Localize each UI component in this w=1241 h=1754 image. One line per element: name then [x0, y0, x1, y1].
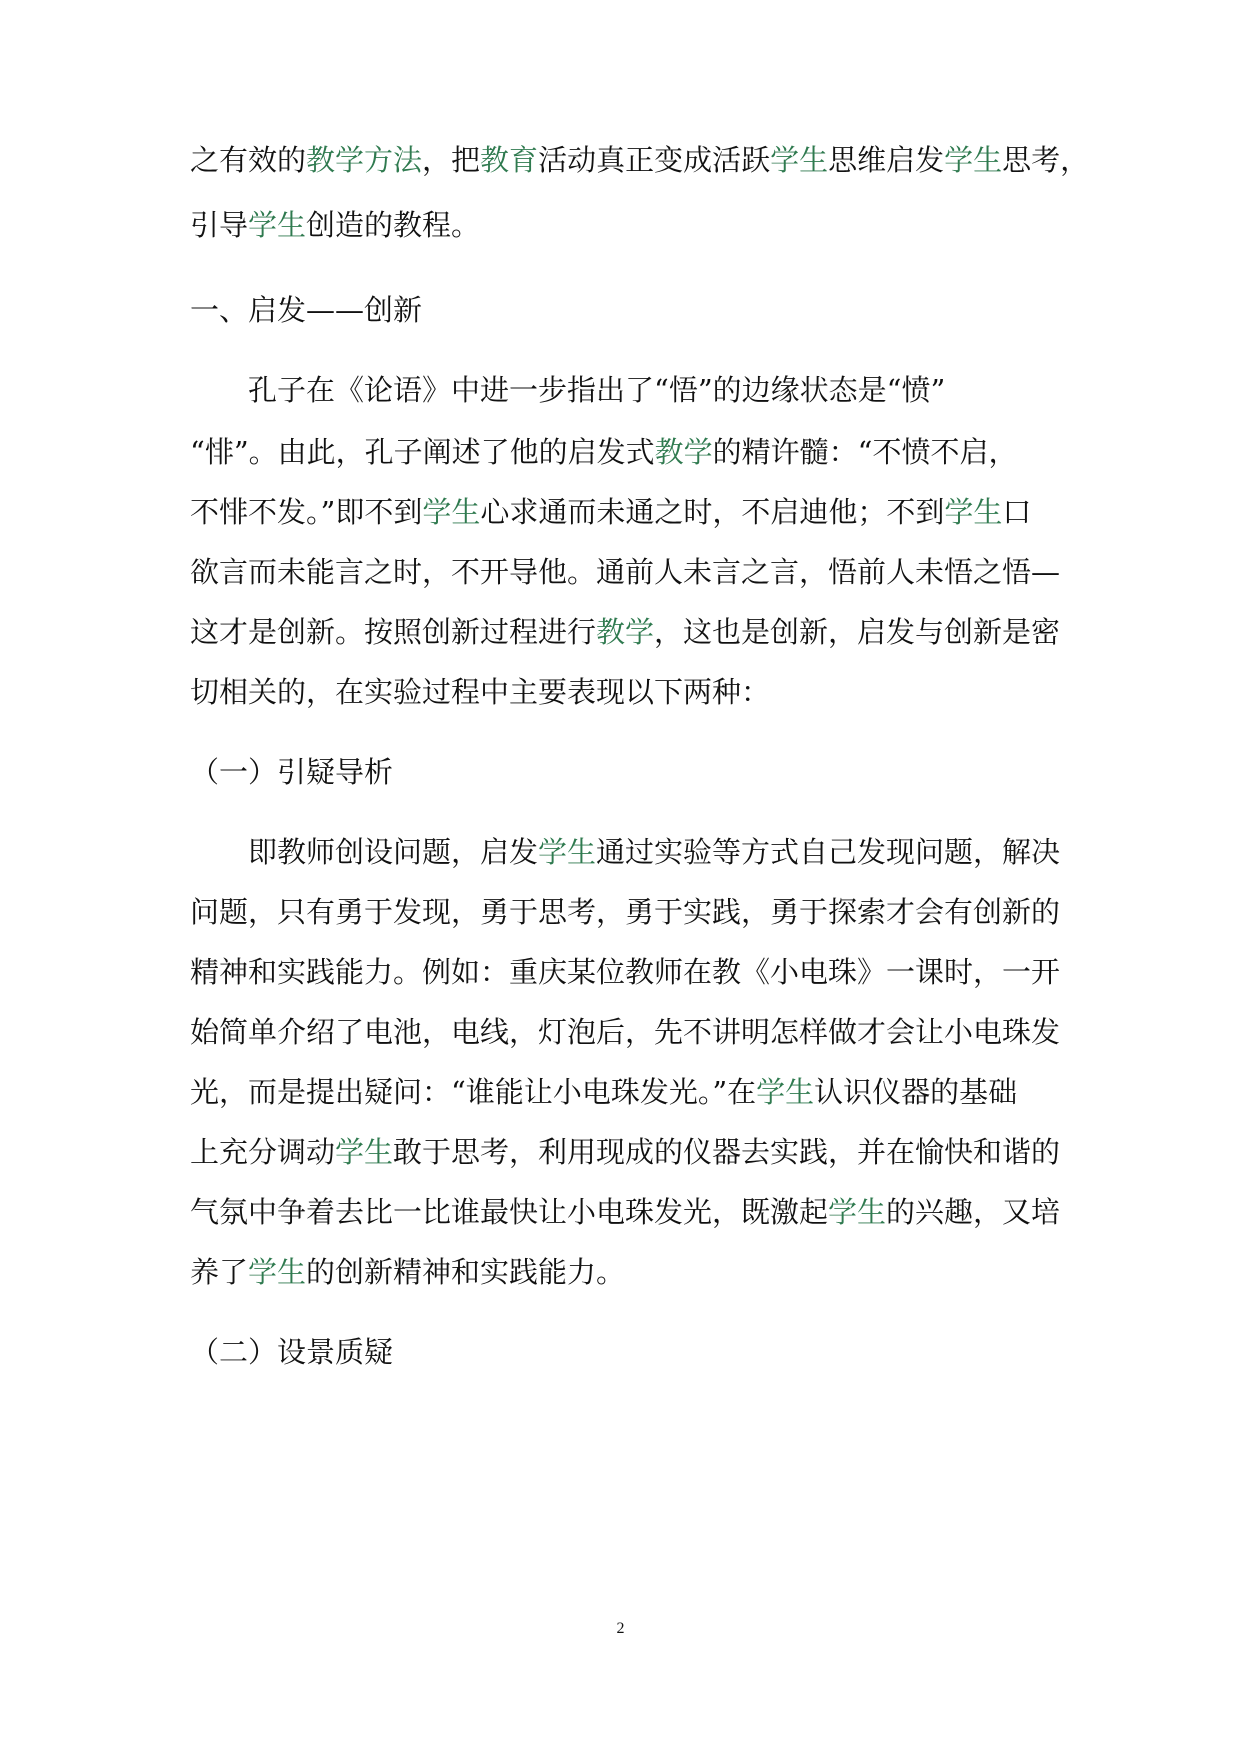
paragraph-line: [190, 1132, 1070, 1172]
section-heading: [190, 290, 1070, 330]
text-segment: 的兴趣，又培: [886, 1195, 1061, 1229]
paragraph-line: [190, 832, 1070, 872]
text-segment: 口: [1002, 495, 1032, 529]
paragraph-line: [190, 892, 1070, 932]
text-segment: 引导: [190, 208, 249, 242]
text-segment: 之有效的: [190, 143, 307, 177]
paragraph-line: [190, 140, 1090, 180]
paragraph-line: [190, 552, 1070, 592]
paragraph-line: [190, 370, 1070, 410]
text-segment: 即教师创设问题，启发: [190, 835, 539, 869]
paragraph-line: [190, 1072, 1070, 1112]
text-segment: （一）引疑导析: [190, 755, 394, 789]
text-segment: 活动真正变成活跃: [538, 143, 771, 177]
text-segment: 一、启发——创新: [190, 293, 423, 327]
text-segment: 认识仪器的基础: [814, 1075, 1018, 1109]
text-segment: 思考，: [1002, 143, 1090, 177]
paragraph-line: [190, 952, 1070, 992]
highlighted-term: 学生: [944, 143, 1003, 177]
text-segment: 敢于思考，利用现成的仪器去实践，并在愉快和谐的: [393, 1135, 1061, 1169]
text-segment: 不悱不发。”即不到: [190, 495, 423, 529]
text-segment: 欲言而未能言之时，不开导他。通前人未言之言，悟前人未悟之悟—: [190, 555, 1061, 589]
text-segment: 这才是创新。按照创新过程进行: [190, 615, 597, 649]
text-segment: 切相关的，在实验过程中主要表现以下两种：: [190, 675, 771, 709]
highlighted-term: 学生: [335, 1135, 394, 1169]
text-segment: 心求通而未通之时，不启迪他；不到: [480, 495, 945, 529]
text-segment: 的精许髓：“不愤不启，: [712, 435, 1018, 469]
text-segment: 精神和实践能力。例如：重庆某位教师在教《小电珠》一课时，一开: [190, 955, 1061, 989]
text-segment: 始简单介绍了电池，电线，灯泡后，先不讲明怎样做才会让小电珠发: [190, 1015, 1061, 1049]
text-segment: 创造的教程。: [306, 208, 481, 242]
paragraph-line: [190, 1252, 1070, 1292]
text-segment: “悱”。由此，孔子阐述了他的启发式: [190, 435, 655, 469]
highlighted-term: 学生: [756, 1075, 815, 1109]
text-segment: ，把: [422, 143, 481, 177]
text-segment: （二）设景质疑: [190, 1335, 394, 1369]
text-segment: 通过实验等方式自己发现问题，解决: [596, 835, 1061, 869]
paragraph-line: [190, 1012, 1070, 1052]
highlighted-term: 学生: [248, 208, 307, 242]
highlighted-term: 教学: [654, 435, 713, 469]
highlighted-term: 学生: [422, 495, 481, 529]
paragraph-line: [190, 672, 1070, 712]
text-segment: 光，而是提出疑问：“谁能让小电珠发光。”在: [190, 1075, 757, 1109]
text-segment: 孔子在《论语》中进一步指出了“悟”的边缘状态是“愤”: [190, 373, 946, 407]
text-segment: 上充分调动: [190, 1135, 336, 1169]
highlighted-term: 学生: [828, 1195, 887, 1229]
highlighted-term: 教育: [480, 143, 539, 177]
highlighted-term: 教学: [596, 615, 655, 649]
text-segment: 养了: [190, 1255, 249, 1289]
paragraph-line: [190, 432, 1070, 472]
text-segment: 问题，只有勇于发现，勇于思考，勇于实践，勇于探索才会有创新的: [190, 895, 1061, 929]
highlighted-term: 学生: [770, 143, 829, 177]
highlighted-term: 教学方法: [306, 143, 423, 177]
subsection-heading: [190, 1332, 1070, 1372]
text-segment: 的创新精神和实践能力。: [306, 1255, 626, 1289]
paragraph-line: [190, 1192, 1070, 1232]
paragraph-line: [190, 612, 1070, 652]
text-segment: 思维启发: [828, 143, 945, 177]
highlighted-term: 学生: [944, 495, 1003, 529]
highlighted-term: 学生: [538, 835, 597, 869]
page-number: 2: [616, 1620, 625, 1637]
text-segment: 气氛中争着去比一比谁最快让小电珠发光，既激起: [190, 1195, 829, 1229]
paragraph-line: [190, 205, 1070, 245]
highlighted-term: 学生: [248, 1255, 307, 1289]
paragraph-line: [190, 492, 1070, 532]
subsection-heading: [190, 752, 1070, 792]
text-segment: ，这也是创新，启发与创新是密: [654, 615, 1061, 649]
